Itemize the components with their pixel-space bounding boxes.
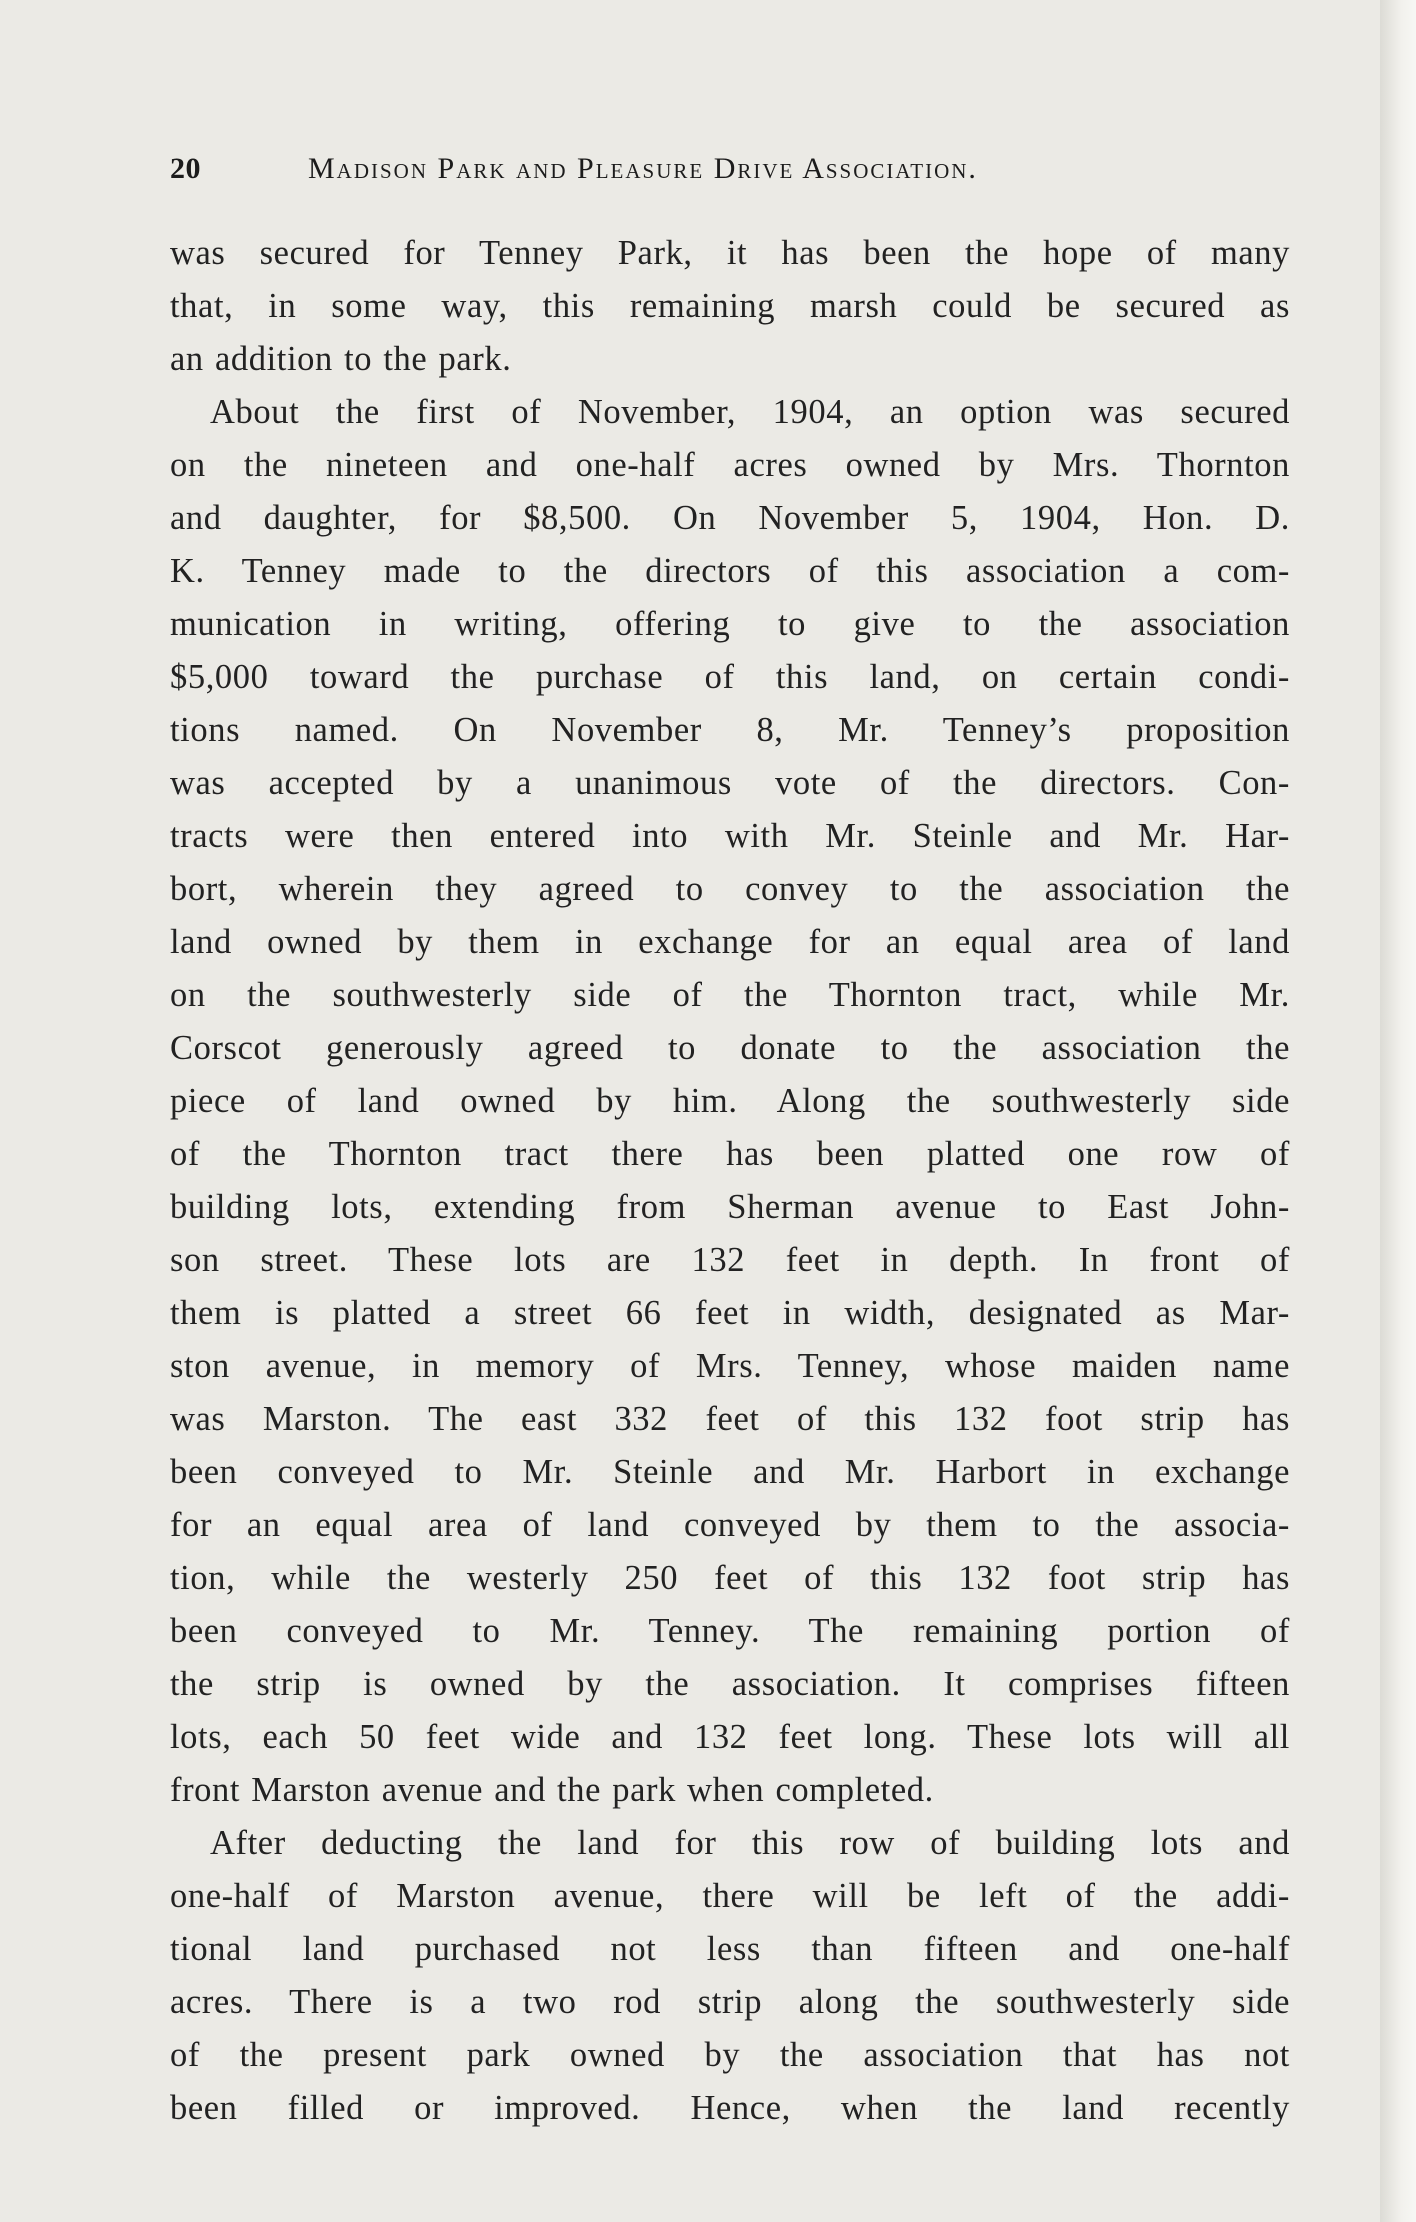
text-line: one-half of Marston avenue, there will be left of the addi- (170, 1877, 1290, 1915)
running-title: Madison Park and Pleasure Drive Association. (308, 152, 978, 185)
text-line: tion, while the westerly 250 feet of this 132 foot strip has (170, 1559, 1290, 1597)
text-line: K. Tenney made to the directors of this association a com- (170, 552, 1290, 590)
text-line: front Marston avenue and the park when completed. (170, 1771, 934, 1809)
text-line: an addition to the park. (170, 340, 512, 378)
page-edge (1380, 0, 1416, 2222)
text-line: on the nineteen and one-half acres owned by Mrs. Thornton (170, 446, 1290, 484)
text-line: lots, each 50 feet wide and 132 feet long. These lots will all (170, 1718, 1290, 1756)
body-text (170, 227, 1290, 2135)
text-line: acres. There is a two rod strip along the southwesterly side (170, 1983, 1290, 2021)
paragraph (170, 227, 1290, 386)
text-line: son street. These lots are 132 feet in depth. In front of (170, 1241, 1290, 1279)
text-line: them is platted a street 66 feet in width, designated as Mar- (170, 1294, 1290, 1332)
text-line: was accepted by a unanimous vote of the directors. Con- (170, 764, 1290, 802)
text-line: been conveyed to Mr. Tenney. The remaining portion of (170, 1612, 1290, 1650)
text-line: the strip is owned by the association. It comprises fifteen (170, 1665, 1290, 1703)
text-line: was secured for Tenney Park, it has been the hope of many (170, 234, 1290, 272)
text-line: on the southwesterly side of the Thornton tract, while Mr. (170, 976, 1290, 1014)
page-number: 20 (170, 152, 201, 185)
text-line: of the present park owned by the association that has not (170, 2036, 1290, 2074)
text-line: been conveyed to Mr. Steinle and Mr. Harbort in exchange (170, 1453, 1290, 1491)
running-head (170, 152, 1290, 188)
text-line: munication in writing, offering to give to the association (170, 605, 1290, 643)
paragraph (170, 386, 1290, 1817)
text-line: tions named. On November 8, Mr. Tenney’s proposition (170, 711, 1290, 749)
text-line: land owned by them in exchange for an equal area of land (170, 923, 1290, 961)
text-line: Corscot generously agreed to donate to the association the (170, 1029, 1290, 1067)
paragraph (170, 1817, 1290, 2135)
text-line: of the Thornton tract there has been platted one row of (170, 1135, 1290, 1173)
text-line: been filled or improved. Hence, when the land recently (170, 2089, 1290, 2127)
text-line: tional land purchased not less than fifteen and one-half (170, 1930, 1290, 1968)
text-line: piece of land owned by him. Along the southwesterly side (170, 1082, 1290, 1120)
text-line: tracts were then entered into with Mr. Steinle and Mr. Har- (170, 817, 1290, 855)
text-line: ston avenue, in memory of Mrs. Tenney, whose maiden name (170, 1347, 1290, 1385)
text-line: $5,000 toward the purchase of this land, on certain condi- (170, 658, 1290, 696)
text-line: was Marston. The east 332 feet of this 132 foot strip has (170, 1400, 1290, 1438)
text-line: About the first of November, 1904, an option was secured (210, 393, 1290, 431)
text-line: After deducting the land for this row of building lots and (210, 1824, 1290, 1862)
text-line: and daughter, for $8,500. On November 5, 1904, Hon. D. (170, 499, 1290, 537)
text-line: building lots, extending from Sherman avenue to East John- (170, 1188, 1290, 1226)
text-line: that, in some way, this remaining marsh could be secured as (170, 287, 1290, 325)
text-line: for an equal area of land conveyed by them to the associa- (170, 1506, 1290, 1544)
text-line: bort, wherein they agreed to convey to the association the (170, 870, 1290, 908)
